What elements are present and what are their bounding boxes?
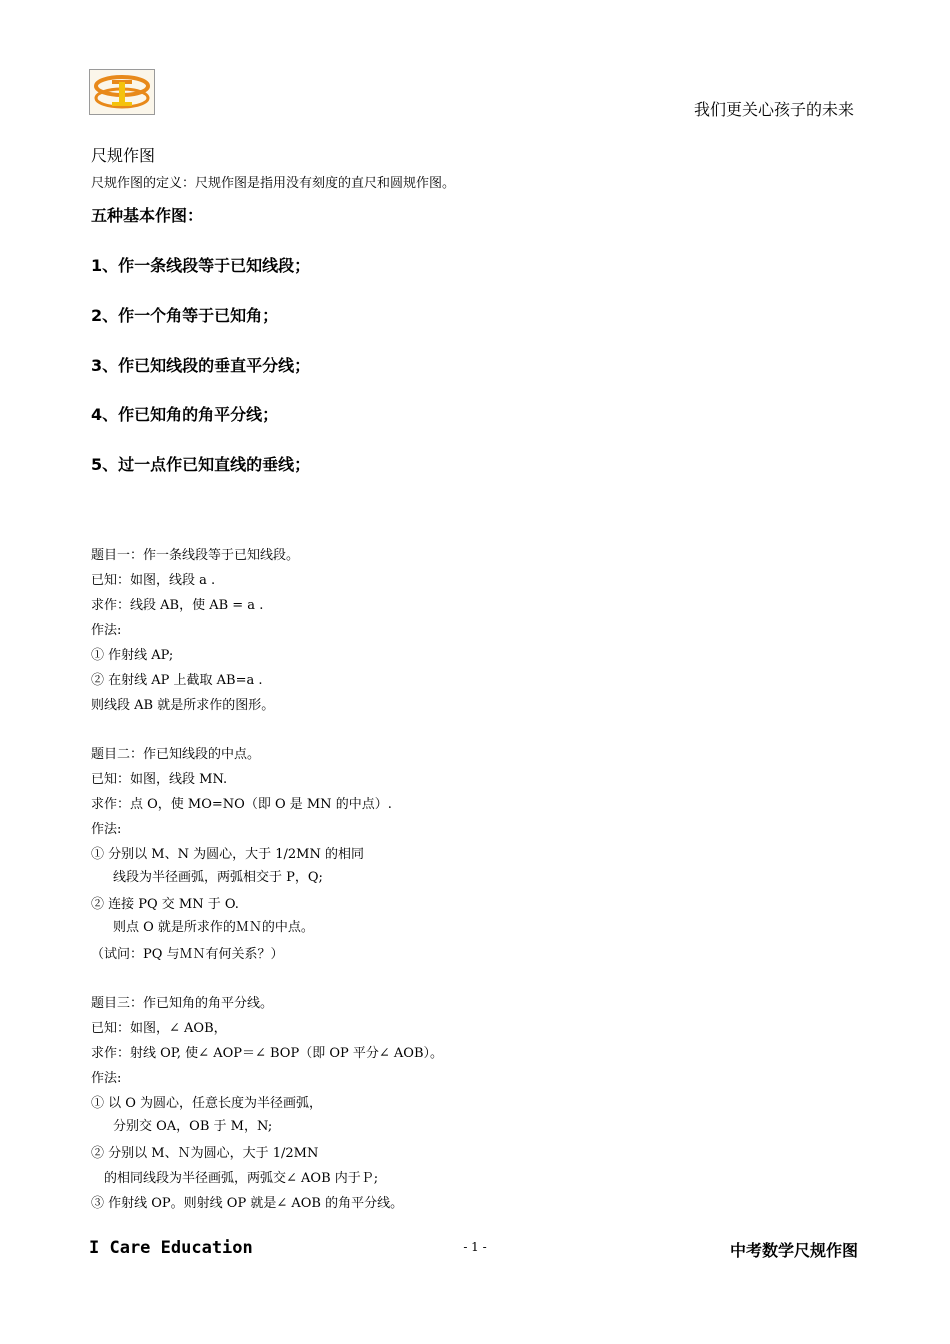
problem-1-step: ② 在射线 AP 上截取 AB=a . bbox=[91, 673, 263, 688]
problem-3-title: 题目三：作已知角的角平分线。 bbox=[91, 996, 274, 1011]
problem-1-step: ① 作射线 AP; bbox=[91, 648, 174, 663]
problem-1-conclusion: 则线段 AB 就是所求作的图形。 bbox=[91, 698, 275, 713]
footer-brand: I Care Education bbox=[89, 1238, 253, 1258]
problem-3-given: 已知：如图，∠ AOB， bbox=[91, 1021, 227, 1036]
problem-1-title: 题目一：作一条线段等于已知线段。 bbox=[91, 548, 300, 563]
problem-1-method-label: 作法: bbox=[91, 623, 122, 638]
problem-3-step: ③ 作射线 OP。则射线 OP 就是∠ AOB 的角平分线。 bbox=[91, 1196, 404, 1211]
problem-3-required: 求作：射线 OP, 使∠ AOP＝∠ BOP（即 OP 平分∠ AOB）。 bbox=[91, 1046, 444, 1061]
problem-2-step-continued: 线段为半径画弧，两弧相交于 P，Q; bbox=[113, 870, 323, 885]
section-title: 尺规作图 bbox=[91, 146, 156, 165]
problem-1-required: 求作：线段 AB，使 AB = a . bbox=[91, 598, 264, 613]
problem-3-step-continued: 的相同线段为半径画弧，两弧交∠ AOB 内于Ｐ; bbox=[104, 1171, 379, 1186]
footer-doc-title: 中考数学尺规作图 bbox=[729, 1241, 858, 1260]
problem-2-title: 题目二：作已知线段的中点。 bbox=[91, 747, 261, 762]
construction-item: 3、作已知线段的垂直平分线； bbox=[91, 356, 311, 375]
header-slogan: 我们更关心孩子的未来 bbox=[693, 100, 854, 119]
construction-item: 1、作一条线段等于已知线段； bbox=[91, 256, 311, 275]
problem-3-step: ② 分别以 M、Ｎ为圆心，大于 1/2MN bbox=[91, 1146, 319, 1161]
definition-text: 尺规作图的定义：尺规作图是指用没有刻度的直尺和圆规作图。 bbox=[91, 176, 456, 191]
construction-item: 4、作已知角的角平分线； bbox=[91, 405, 279, 424]
problem-2-required: 求作：点 O，使 MO=NO（即 O 是 MN 的中点）. bbox=[91, 797, 392, 812]
basic-constructions-heading: 五种基本作图： bbox=[91, 206, 204, 225]
construction-item: 2、作一个角等于已知角； bbox=[91, 306, 279, 325]
problem-1-given: 已知：如图，线段 a . bbox=[91, 573, 216, 588]
construction-item: 5、过一点作已知直线的垂线； bbox=[91, 455, 311, 474]
problem-2-given: 已知：如图，线段 MN. bbox=[91, 772, 228, 787]
problem-3-method-label: 作法: bbox=[91, 1071, 122, 1086]
logo-icon bbox=[90, 70, 154, 114]
problem-2-conclusion: 则点 O 就是所求作的ＭＮ的中点。 bbox=[113, 920, 314, 935]
problem-2-step: ② 连接 PQ 交 MN 于 O. bbox=[91, 897, 239, 912]
problem-2-method-label: 作法: bbox=[91, 822, 122, 837]
problem-3-step: ① 以 O 为圆心，任意长度为半径画弧， bbox=[91, 1096, 323, 1111]
problem-3-step-continued: 分别交 OA，OB 于 M，N; bbox=[113, 1119, 273, 1134]
page-number: - 1 - bbox=[463, 1240, 487, 1254]
company-logo bbox=[89, 69, 155, 115]
problem-2-question: （试问：PQ 与ＭＮ有何关系？） bbox=[91, 947, 284, 962]
problem-2-step: ① 分别以 M、N 为圆心，大于 1/2MN 的相同 bbox=[91, 847, 364, 862]
